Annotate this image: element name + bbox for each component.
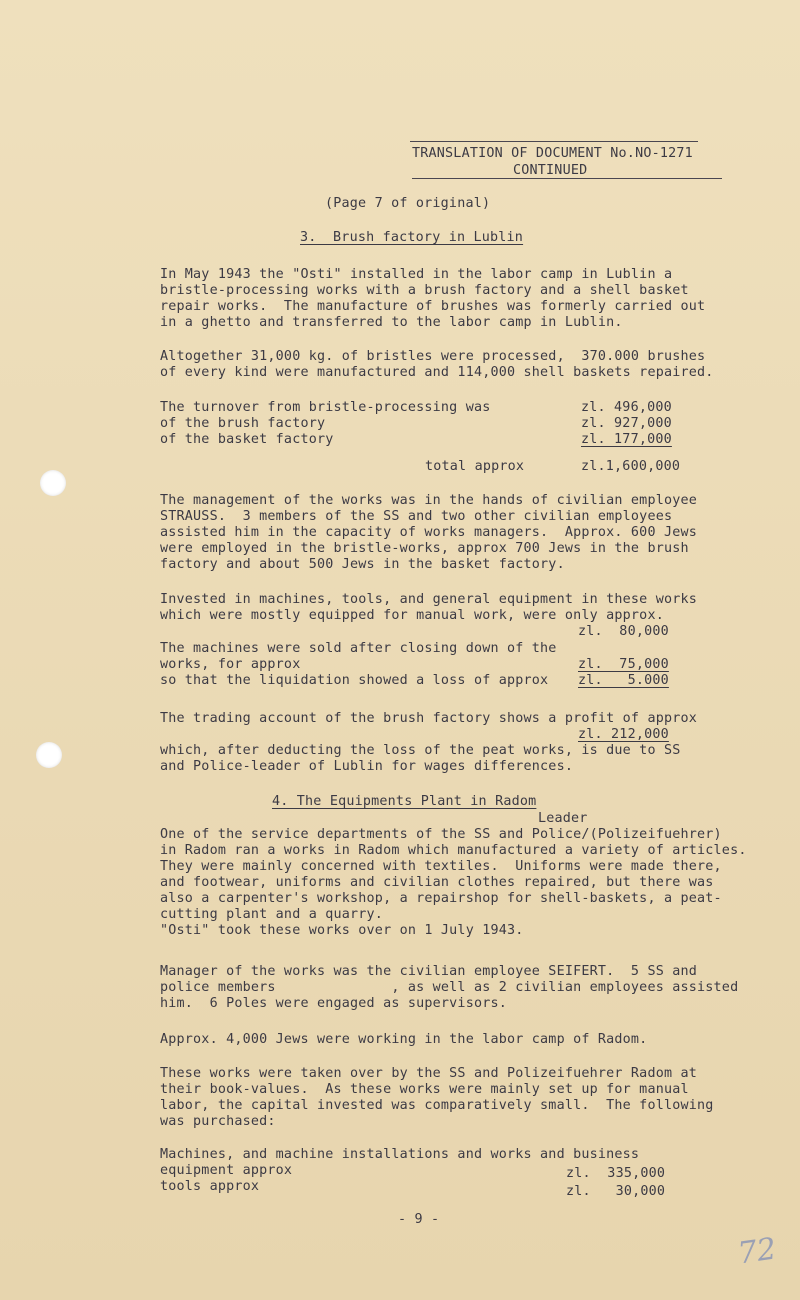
sold-value: zl. 75,000 bbox=[578, 657, 669, 672]
header-rule-bottom bbox=[412, 178, 722, 179]
header-rule-top bbox=[410, 141, 698, 142]
document-title: TRANSLATION OF DOCUMENT No.NO-1271 bbox=[412, 146, 693, 161]
turnover-value: zl. 496,000 bbox=[581, 400, 672, 415]
punch-hole-top bbox=[40, 470, 66, 496]
turnover-label: The turnover from bristle-processing was bbox=[160, 400, 491, 415]
leader-annotation: Leader bbox=[538, 811, 588, 826]
handwritten-page-number: 72 bbox=[735, 1231, 779, 1272]
page-number: - 9 - bbox=[398, 1212, 440, 1227]
page-reference: (Page 7 of original) bbox=[325, 196, 491, 211]
punch-hole-bottom bbox=[36, 742, 62, 768]
purchase-value: zl. 335,000 bbox=[566, 1166, 666, 1181]
turnover-total-value: zl.1,600,000 bbox=[581, 459, 681, 474]
turnover-label: of the brush factory bbox=[160, 416, 326, 431]
turnover-value: zl. 927,000 bbox=[581, 416, 672, 431]
invest-value: zl. 80,000 bbox=[578, 624, 669, 639]
purchase-label: Machines, and machine installations and works and business bbox=[160, 1147, 640, 1162]
profit-value: zl. 212,000 bbox=[578, 727, 669, 742]
document-continued: CONTINUED bbox=[513, 163, 588, 178]
turnover-value: zl. 177,000 bbox=[581, 432, 672, 447]
section-4-heading: 4. The Equipments Plant in Radom bbox=[272, 794, 537, 809]
section-4-paragraph-3: Approx. 4,000 Jews were working in the labor camp of Radom. bbox=[160, 1032, 648, 1047]
turnover-label: of the basket factory bbox=[160, 432, 334, 447]
loss-label: so that the liquidation showed a loss of approx bbox=[160, 673, 549, 688]
purchase-label: equipment approx bbox=[160, 1163, 293, 1178]
document-page: TRANSLATION OF DOCUMENT No.NO-1271 CONTINUED (Page 7 of original) 3. Brush factory in Lublin In May 1943 the "Osti" installed in the labor camp in Lublin a bristle-processing works with a brush factory and a shell basket repair works. The manufacture of brushes was formerly carried out in a ghetto and transferred to the labor camp in Lublin. Altogether 31,000 kg. of bristles were processed, 370.000 brushes of every kind were manufactured and 114,000 shell baskets repaired. The turnover from bristle-processing was zl. 496,000 of the brush factory zl. 927,000 of the basket factory zl. 177,000 total approx zl.1,600,000 The management of the works was in the hands of civilian employee STRAUSS. 3 members of the SS and two other civilian employees assisted him in the capacity of works managers. Approx. 600 Jews were employed in the bristle-works, approx 700 Jews in the brush factory and about 500 Jews in the basket factory. Invested in machines, tools, and general equipment in these works which were mostly equipped for manual work, were only approx. zl. 80,000 The machines were sold after closing down of the works, for approx zl. 75,000 so that the liquidation showed a loss of approx zl. 5.000 The trading account of the brush factory shows a profit of approx zl. 212,000 which, after deducting the loss of the peat works, is due to SS and Police-leader of Lublin for wages differences. 4. The Equipments Plant in Radom Leader One of the service departments of the SS and Police/(Polizeifuehrer) in Radom ran a works in Radom which manufactured a variety of articles. They were mainly concerned with textiles. Uniforms were made there, and footwear, uniforms and civilian clothes repaired, but there was also a carpenter's workshop, a repairshop for shell-baskets, a peat- cutting plant and a quarry. "Osti" took these works over on 1 July 1943. Manager of the works was the civilian employee SEIFERT. 5 SS and police members , as well as 2 civilian employees assisted him. 6 Poles were engaged as supervisors. Approx. 4,000 Jews were working in the labor camp of Radom. These works were taken over by the SS and Polizeifuehrer Radom at their book-values. As these works were mainly set up for manual labor, the capital invested was comparatively small. The following was purchased: Machines, and machine installations and works and business equipment approx zl. 335,000 tools approx zl. 30,000 - 9 - 72 bbox=[0, 0, 800, 1300]
turnover-total-label: total approx bbox=[425, 459, 525, 474]
purchase-label: tools approx bbox=[160, 1179, 260, 1194]
loss-value: zl. 5.000 bbox=[578, 673, 669, 688]
section-3-heading: 3. Brush factory in Lublin bbox=[300, 230, 524, 245]
purchase-value: zl. 30,000 bbox=[566, 1184, 666, 1199]
